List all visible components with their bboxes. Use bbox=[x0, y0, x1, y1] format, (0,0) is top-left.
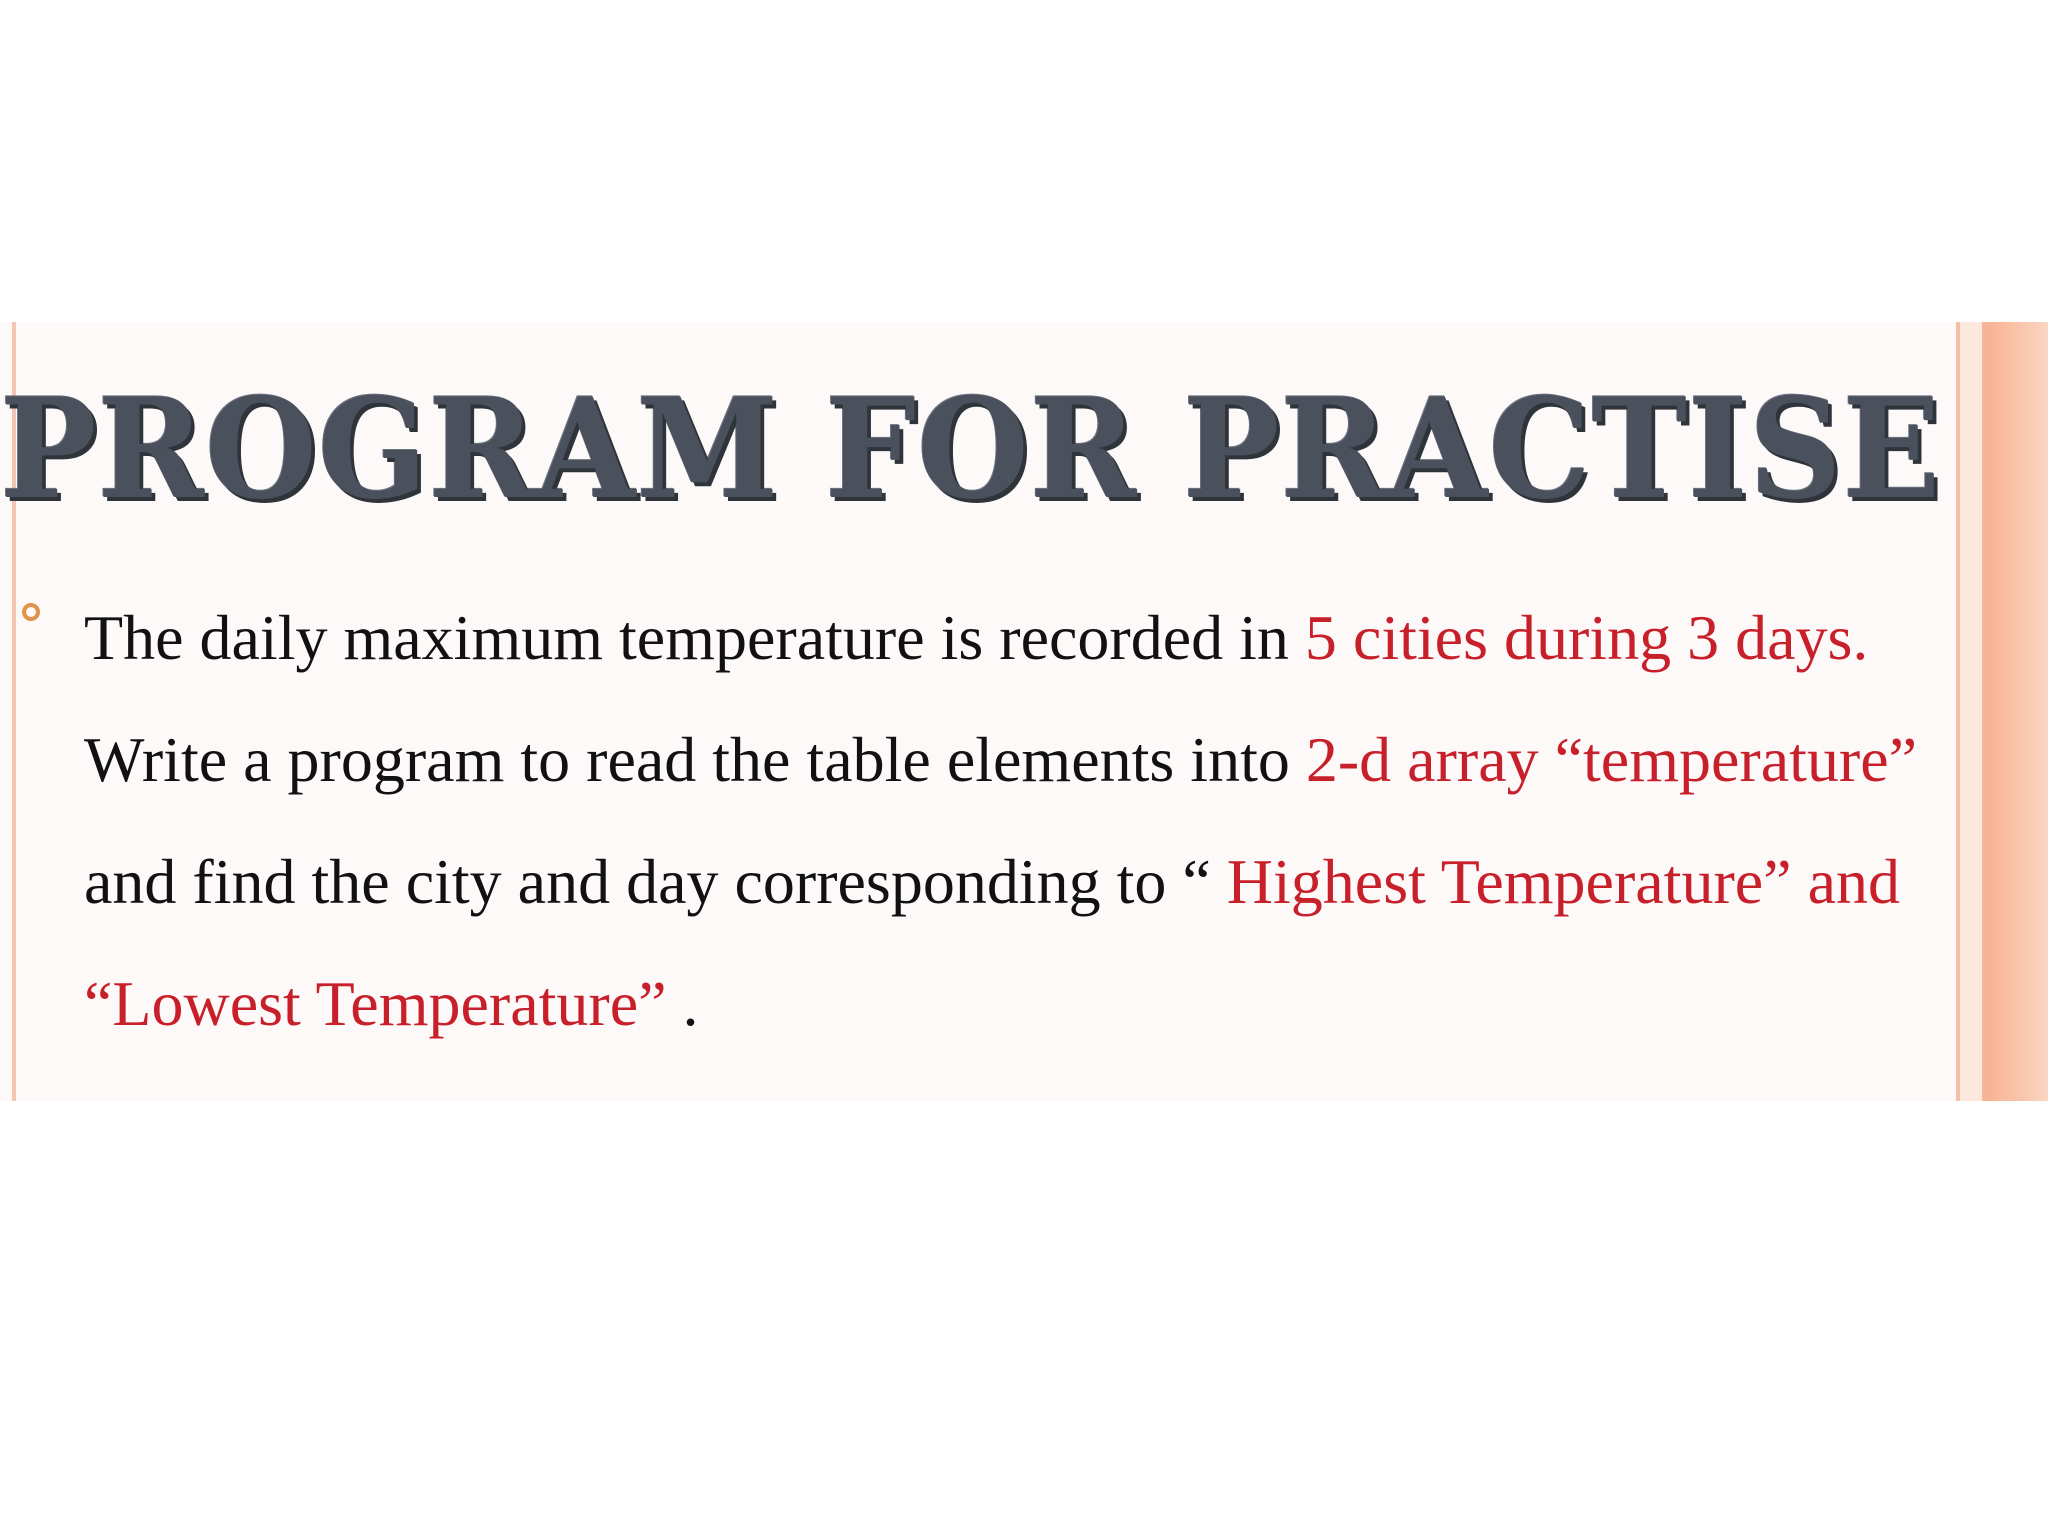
bullet-segment-4-highlight: 2-d array “temperature” bbox=[1305, 724, 1917, 795]
right-border-stripe-wide bbox=[1988, 322, 2048, 1101]
right-decorative-border bbox=[1956, 322, 2048, 1101]
slide-title: PROGRAM FOR PRACTISE bbox=[0, 367, 1942, 530]
slide bbox=[0, 322, 2048, 1101]
bullet-segment-1: The daily maximum temperature is recorded in bbox=[84, 602, 1305, 673]
bullet-segment-5: and find the city and day corresponding to “ bbox=[84, 846, 1227, 917]
bullet-segment-2-highlight: 5 cities during 3 days. bbox=[1304, 602, 1869, 673]
hollow-circle-bullet-icon bbox=[22, 603, 40, 621]
bullet-segment-7: . bbox=[666, 968, 699, 1039]
bullet-segment-6-highlight: Highest Temperature” and “Lowest Temperature” bbox=[84, 846, 1900, 1039]
bullet-text bbox=[84, 577, 1964, 1065]
bullet-segment-3: Write a program to read the table elements into bbox=[84, 724, 1306, 795]
